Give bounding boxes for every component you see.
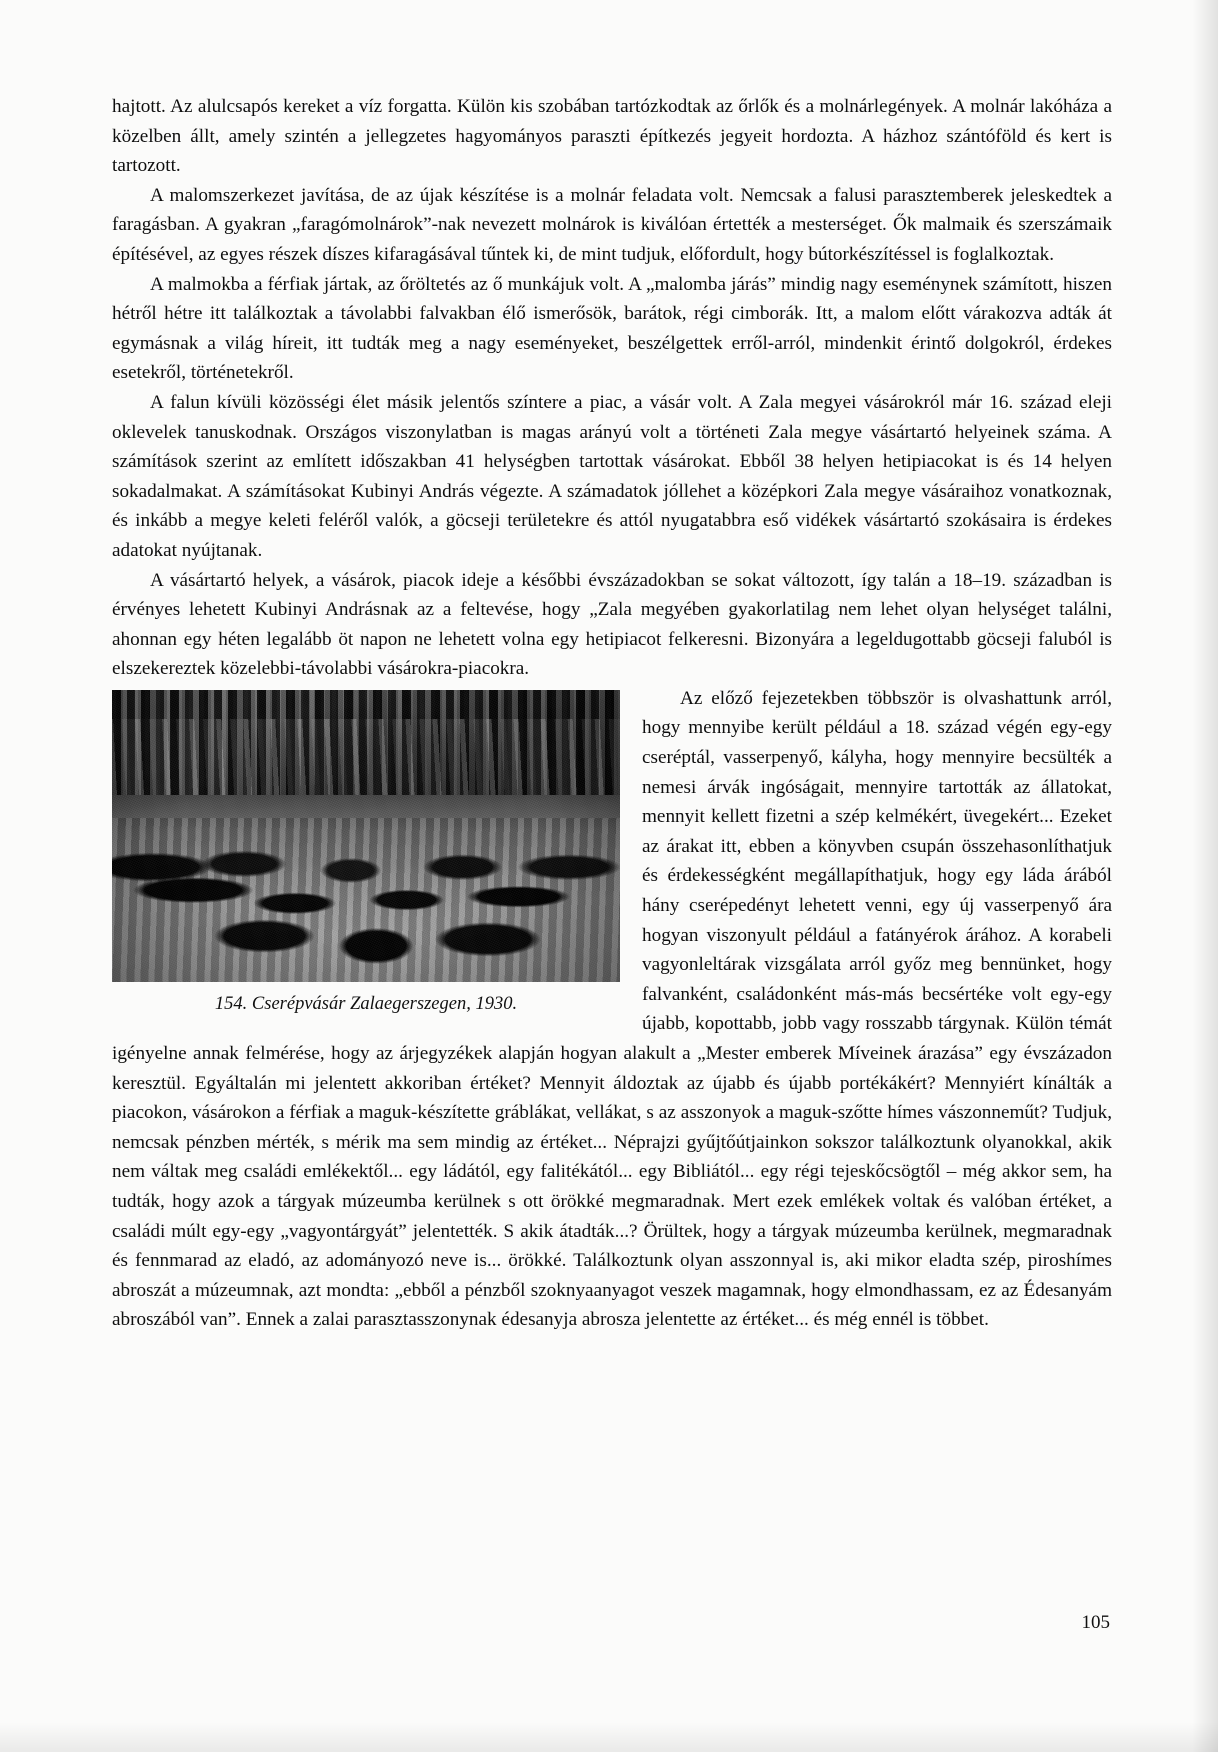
paragraph-2: A malomszerkezet javítása, de az újak készítése is a molnár feladata volt. Nemcsak a falusi parasztemberek jeleskedtek a faragásban. A gyakran „faragómolnárok”-nak nevezett molnárok is kiválóan értették a mesterséget. Ők malmaik és szerszámaik építésével, az egyes részek díszes kifaragásával tűntek ki, de mint tudjuk, előfordult, hogy bútorkészítéssel is foglalkoztak.	[112, 184, 1112, 265]
paragraph-4: A falun kívüli közösségi élet másik jelentős színtere a piac, a vásár volt. A Zala megyei vásárokról már 16. század eleji oklevelek tanuskodnak. Országos viszonylatban is magas arányú volt a történeti Zala megye vásártartó helyeinek száma. A számítások szerint az említett időszakban 41 helységben tartottak vásárokat. Ebből 38 helyen hetipiacokat is és 14 helyen sokadalmakat. A számításokat Kubinyi András végezte. A számadatok jóllehet a középkori Zala megye vásáraihoz vonatkoznak, és inkább a megye keleti feléről valók, a göcseji területekre és attól nyugatabbra eső vidékek vásártartó szokásaira is érdekes adatokat nyújtanak.	[112, 391, 1112, 561]
photo-vignette	[112, 690, 620, 982]
paragraph-6: Az előző fejezetekben többször is olvashattunk arról, hogy mennyibe került például a 18. század végén egy-egy cseréptál, vasserpenyő, kályha, hogy mennyire becsülték a nemesi árvák ingóságait, mennyire tartották az állatokat, mennyit kellett fizetni a szép kelmékért, üvegekért... Ezeket az árakat itt, ebben a könyvben csupán összehasonlíthatjuk és érdekességként megállapíthatjuk, hogy egy láda árából hány cserépedényt lehetett venni, egy új vasserpenyő ára hogyan viszonyult például a fatányérok árához. A korabeli vagyonleltárak vizsgálata arról győz meg bennünket, hogy falvanként, családonként más-más becsértéke volt egy-egy újabb, kopottabb, jobb vagy rosszabb tárgynak. Külön témát igényelne annak felmérése, hogy az árjegyzékek alapján hogyan alakult a „Mester emberek Míveinek árazása” egy évszázadon keresztül. Egyáltalán mi jelentett akkoriban értéket? Mennyit áldoztak az újabb és újabb portékákért? Mennyiért kínálták a piacokon, vásárokon a férfiak a maguk-készítette gráblákat, vellákat, s az asszonyok a maguk-szőtte hímes vászonneműt? Tudjuk, nemcsak pénzben mérték, s mérik ma sem mindig az értéket... Néprajzi gyűjtőútjainkon sokszor találkoztunk olyanokkal, akik nem váltak meg családi emlékektől... egy ládától, egy falitékától... egy Bibliától... egy régi tejeskőcsögtől – még akkor sem, ha tudták, hogy azok a tárgyak múzeumba kerülnek s ott örökké megmaradnak. Mert ezek emlékek voltak és valóban értéket, a családi múlt egy-egy „vagyontárgyát” jelentették. S akik átadták...? Örültek, hogy a tárgyak múzeumba kerülnek, megmaradnak és fennmarad az eladó, az adományozó neve is... örökké. Találkoztunk olyan asszonnyal is, aki mikor eladta szép, piroshímes abroszát a múzeumnak, azt mondta: „ebből a pénzből szoknyaanyagot veszek magamnak, hogy elmondhassam, ez az Édesanyám abroszából van”. Ennek a zalai parasztasszonynak édesanyja abrosza jelentette az értéket... és még ennél is többet.	[112, 687, 1112, 1331]
market-photograph	[112, 690, 620, 982]
figure-caption: 154. Cserépvásár Zalaegerszegen, 1930.	[214, 993, 518, 1014]
paragraph-1: hajtott. Az alulcsapós kereket a víz forgatta. Külön kis szobában tartózkodtak az őrlők és a molnárlegények. A molnár lakóháza a közelben állt, amely szintén a jellegzetes hagyományos paraszti építkezés jegyeit hordozta. A házhoz szántóföld és kert is tartozott.	[112, 96, 1112, 177]
scan-edge-shadow-bottom	[0, 1722, 1218, 1752]
page-body	[112, 92, 1112, 1335]
figure-market-photograph	[112, 690, 620, 1015]
scan-edge-shadow-right	[1192, 0, 1218, 1752]
paragraph-5: A vásártartó helyek, a vásárok, piacok ideje a későbbi évszázadokban se sokat változott, így talán a 18–19. században is érvényes lehetett Kubinyi Andrásnak az a feltevése, hogy „Zala megyében gyakorlatilag nem lehet olyan helységet találni, ahonnan egy héten legalább öt napon ne lehetett volna egy hetipiacot felkeresni. Bizonyára a legeldugottabb göcseji faluból is elszekereztek közelebbi-távolabbi vásárokra-piacokra.	[112, 569, 1112, 680]
page-number: 105	[1081, 1612, 1110, 1633]
paragraph-3: A malmokba a férfiak jártak, az őröltetés az ő munkájuk volt. A „malomba járás” mindig nagy eseménynek számított, hiszen hétről hétre itt találkoztak a távolabbi falvakban élő ismerősök, barátok, régi cimborák. Itt, a malom előtt várakozva adták át egymásnak a világ híreit, itt tudták meg a nagy eseményeket, beszélgettek erről-arról, mindenkit érintő dolgokról, érdekes esetekről, történetekről.	[112, 273, 1112, 384]
